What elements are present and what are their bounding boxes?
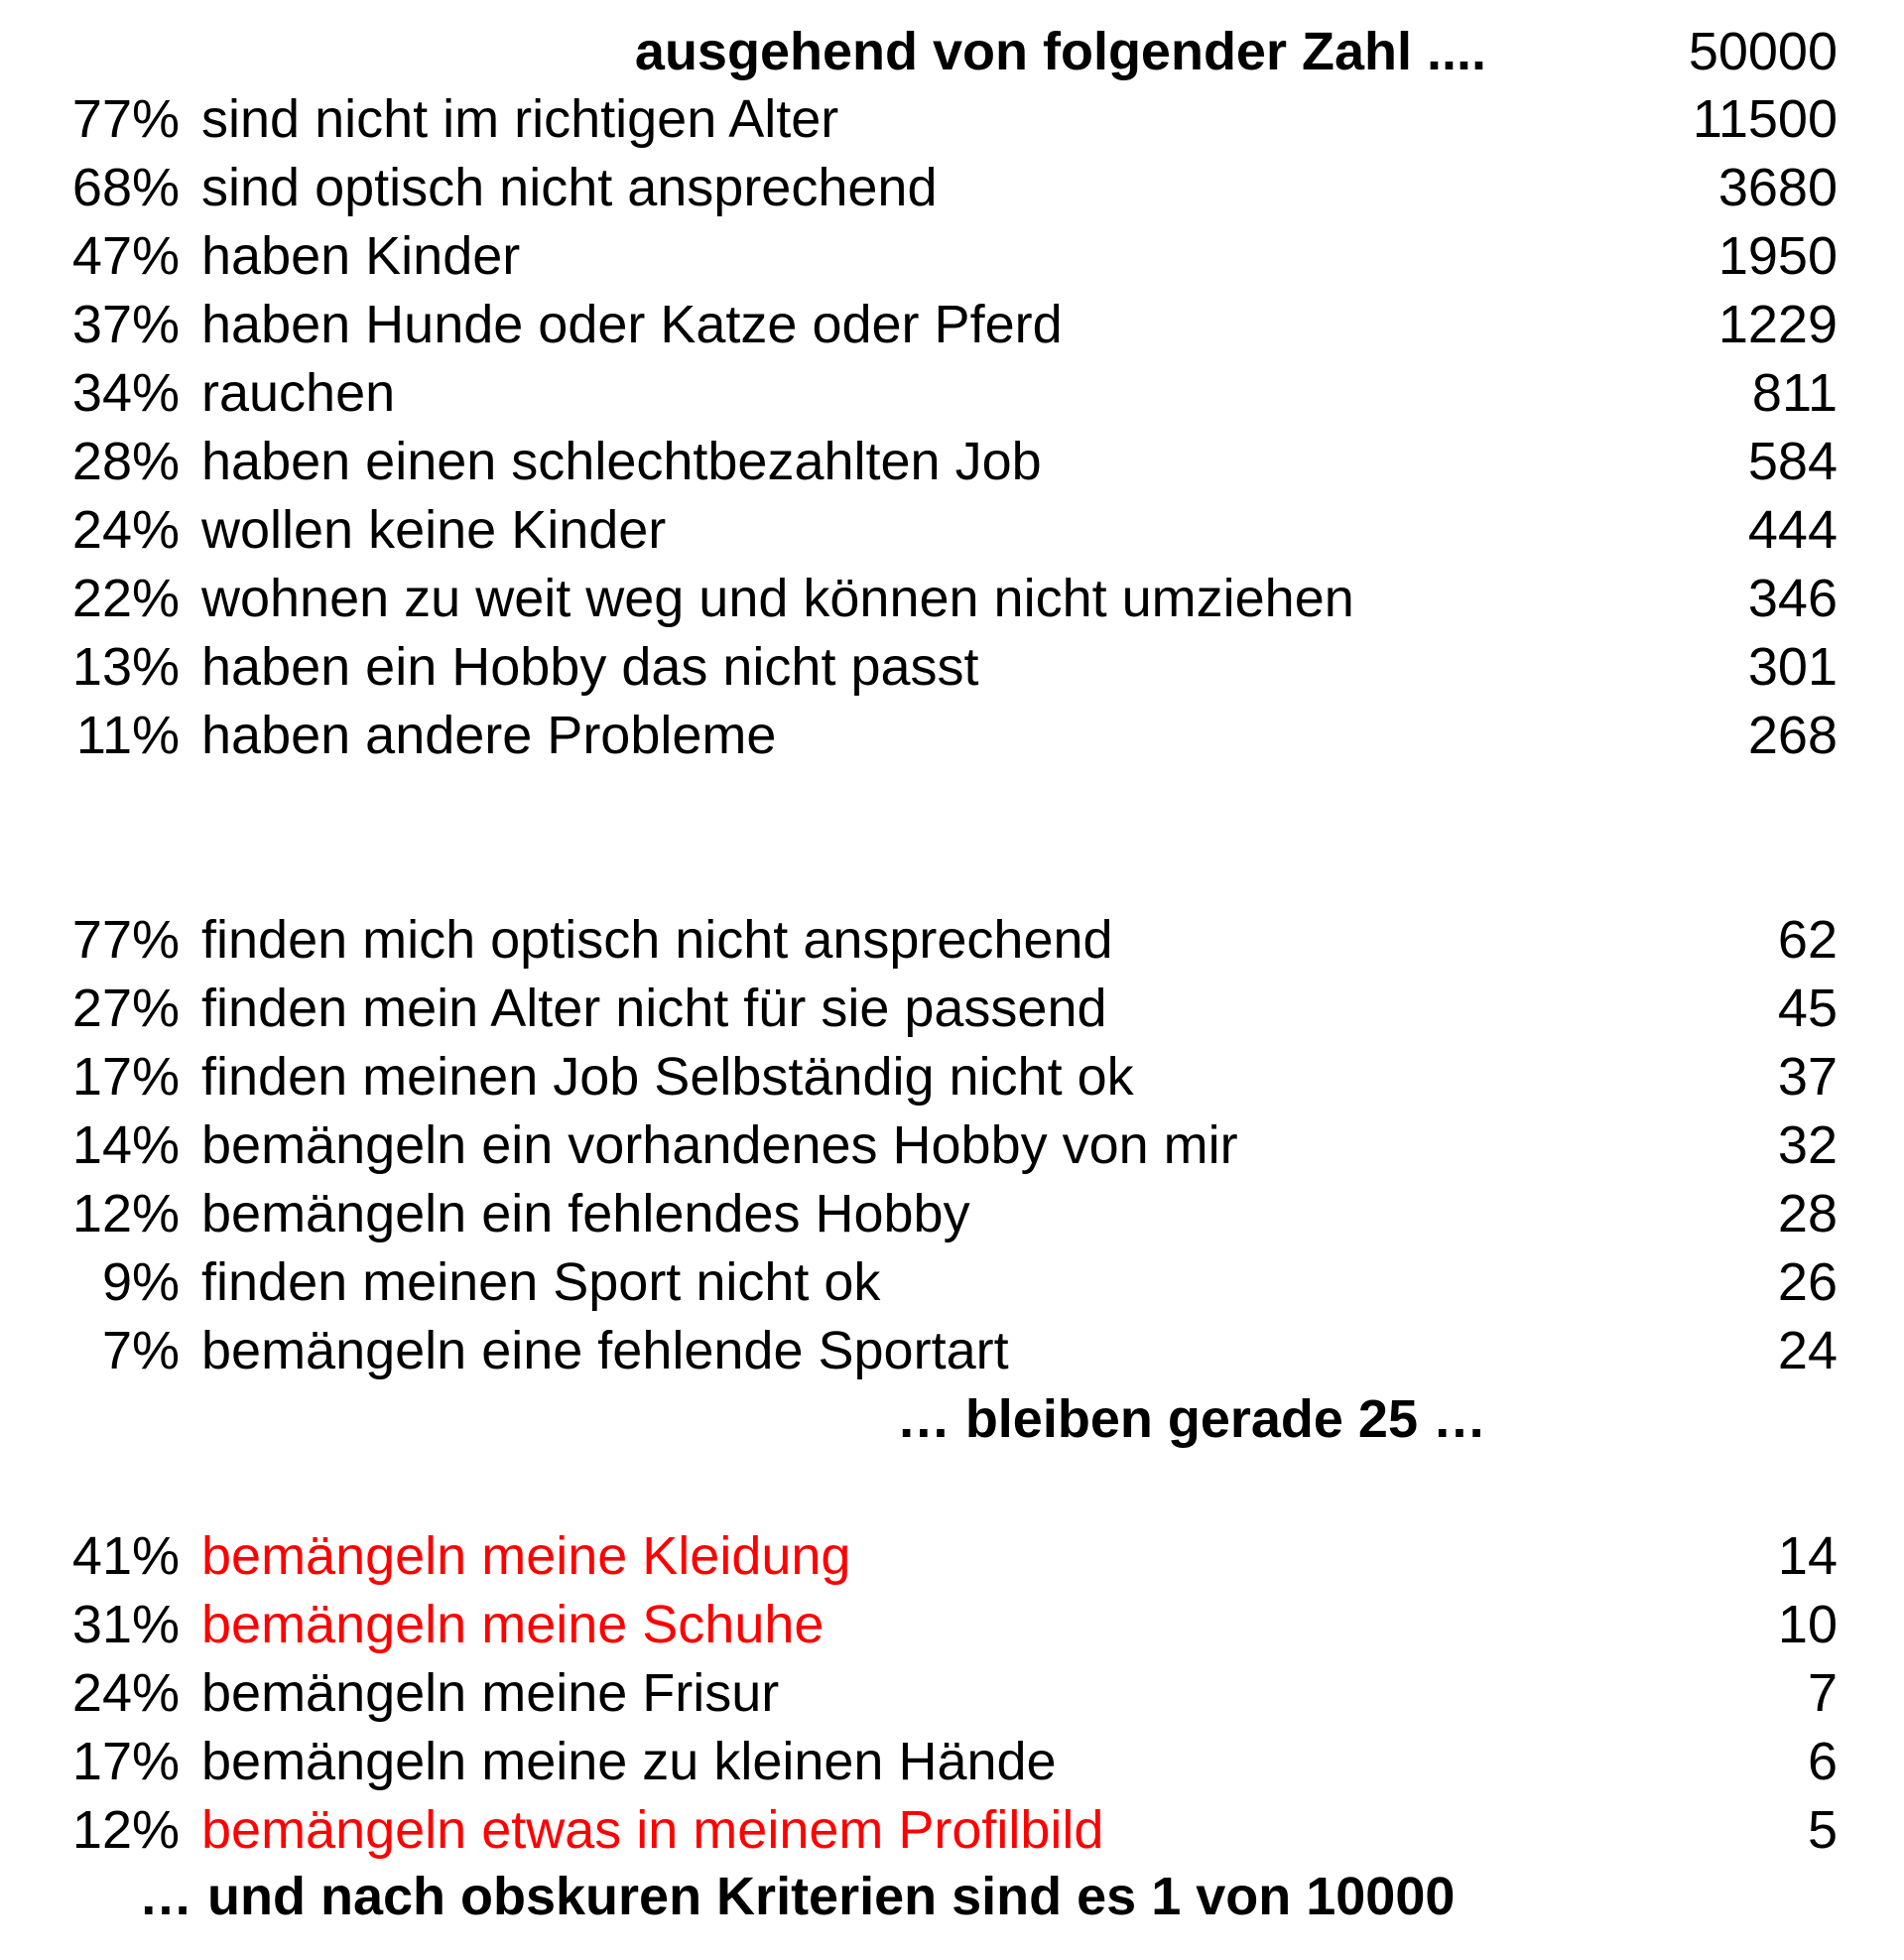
row-text: wohnen zu weit weg und können nicht umziehen — [201, 569, 1354, 628]
table-row — [0, 85, 1904, 153]
table-row — [0, 1796, 1904, 1864]
row-text: bemängeln meine Frisur — [201, 1663, 780, 1723]
row-text-highlighted: bemängeln meine Schuhe — [201, 1595, 825, 1654]
row-percent: 11% — [75, 706, 180, 765]
row-percent: 14% — [71, 1115, 180, 1175]
row-text: bemängeln ein vorhandenes Hobby von mir — [201, 1115, 1238, 1175]
row-value: 811 — [1751, 363, 1838, 423]
row-percent: 77% — [71, 89, 180, 149]
table-row — [0, 291, 1904, 358]
row-value: 444 — [1747, 500, 1838, 560]
row-value: 584 — [1747, 432, 1838, 491]
row-value: 1950 — [1717, 226, 1838, 286]
row-text: bemängeln eine fehlende Sportart — [201, 1321, 1009, 1380]
row-text-highlighted: bemängeln meine Kleidung — [201, 1526, 851, 1586]
row-text: finden meinen Sport nicht ok — [201, 1252, 881, 1312]
row-percent: 41% — [71, 1526, 180, 1586]
row-percent: 24% — [71, 1663, 180, 1723]
table-row — [0, 359, 1904, 427]
row-value: 10 — [1777, 1595, 1838, 1654]
row-value: 11500 — [1692, 89, 1838, 149]
table-row — [0, 975, 1904, 1042]
row-percent: 17% — [71, 1732, 180, 1791]
final-summary-text: … und nach obskuren Kriterien sind es 1 von 10000 — [139, 1867, 1456, 1926]
table-row — [0, 1180, 1904, 1247]
row-percent: 9% — [101, 1252, 180, 1312]
row-value: 32 — [1777, 1115, 1838, 1175]
row-percent: 22% — [71, 569, 180, 628]
row-text: finden mein Alter nicht für sie passend — [201, 979, 1107, 1038]
row-text: finden meinen Job Selbständig nicht ok — [201, 1047, 1134, 1107]
row-text: sind nicht im richtigen Alter — [201, 89, 839, 149]
row-text: haben Hunde oder Katze oder Pferd — [201, 295, 1063, 354]
row-percent: 12% — [71, 1800, 180, 1860]
row-percent: 34% — [71, 363, 180, 423]
row-percent: 47% — [71, 226, 180, 286]
header-value: 50000 — [1688, 22, 1838, 81]
row-value: 346 — [1747, 569, 1838, 628]
row-text: haben andere Probleme — [201, 706, 777, 765]
row-percent: 13% — [71, 637, 180, 697]
table-row — [0, 1248, 1904, 1316]
table-row — [0, 1522, 1904, 1590]
row-value: 45 — [1777, 979, 1838, 1038]
row-text: haben Kinder — [201, 226, 521, 286]
row-text: finden mich optisch nicht ansprechend — [201, 910, 1113, 970]
table-row — [0, 1591, 1904, 1658]
table-row — [0, 1659, 1904, 1727]
table-row — [0, 1728, 1904, 1795]
row-value: 24 — [1777, 1321, 1838, 1380]
table-row — [0, 496, 1904, 564]
header-label: ausgehend von folgender Zahl .... — [634, 22, 1486, 81]
row-percent: 77% — [71, 910, 180, 970]
row-value: 37 — [1777, 1047, 1838, 1107]
row-value: 14 — [1777, 1526, 1838, 1586]
table-row — [0, 222, 1904, 290]
table-row — [0, 633, 1904, 701]
row-value: 62 — [1777, 910, 1838, 970]
row-value: 268 — [1747, 706, 1838, 765]
row-value: 26 — [1777, 1252, 1838, 1312]
row-text: haben ein Hobby das nicht passt — [201, 637, 979, 697]
row-value: 301 — [1747, 637, 1838, 697]
row-value: 1229 — [1717, 295, 1838, 354]
row-value: 3680 — [1717, 158, 1838, 217]
row-percent: 7% — [101, 1321, 180, 1380]
table-row — [0, 1043, 1904, 1111]
row-text: bemängeln meine zu kleinen Hände — [201, 1732, 1057, 1791]
row-percent: 24% — [71, 500, 180, 560]
row-percent: 12% — [71, 1184, 180, 1243]
row-text: haben einen schlechtbezahlten Job — [201, 432, 1042, 491]
table-row — [0, 1317, 1904, 1384]
row-value: 28 — [1777, 1184, 1838, 1243]
header-row — [0, 18, 1904, 85]
row-text: sind optisch nicht ansprechend — [201, 158, 938, 217]
summary-text: … bleiben gerade 25 … — [896, 1389, 1486, 1449]
row-text: wollen keine Kinder — [201, 500, 667, 560]
row-percent: 28% — [71, 432, 180, 491]
table-row — [0, 702, 1904, 769]
row-text: rauchen — [201, 363, 396, 423]
row-text-highlighted: bemängeln etwas in meinem Profilbild — [201, 1800, 1104, 1860]
row-text: bemängeln ein fehlendes Hobby — [201, 1184, 970, 1243]
row-percent: 37% — [71, 295, 180, 354]
table-row — [0, 565, 1904, 632]
row-value: 6 — [1807, 1732, 1838, 1791]
table-row — [0, 906, 1904, 974]
section-summary — [0, 1863, 1904, 1930]
table-row — [0, 428, 1904, 495]
row-percent: 68% — [71, 158, 180, 217]
row-percent: 31% — [71, 1595, 180, 1654]
row-value: 7 — [1807, 1663, 1838, 1723]
section-summary — [0, 1385, 1904, 1453]
row-percent: 17% — [71, 1047, 180, 1107]
table-row — [0, 154, 1904, 221]
row-value: 5 — [1807, 1800, 1838, 1860]
table-row — [0, 1111, 1904, 1179]
row-percent: 27% — [71, 979, 180, 1038]
